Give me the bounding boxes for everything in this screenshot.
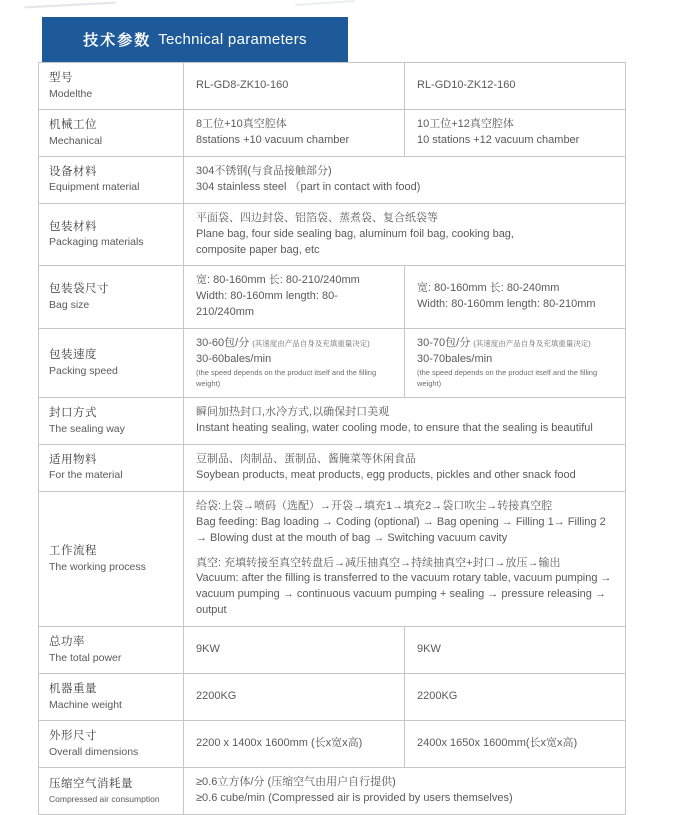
table-row: [39, 156, 626, 203]
value-line: 8stations +10 vacuum chamber: [196, 133, 350, 146]
row-label-en: Compressed air consumption: [49, 794, 160, 805]
table-row: [39, 109, 626, 156]
row-label-en: The sealing way: [49, 422, 125, 435]
background-swoosh-line: [24, 2, 116, 9]
row-label-cell: [39, 767, 184, 814]
row-value-cell: [405, 266, 626, 329]
table-row: [39, 491, 626, 627]
row-label-cell: [39, 329, 184, 398]
value-line: RL-GD8-ZK10-160: [196, 78, 289, 91]
background-swoosh-line: [295, 0, 355, 6]
value-line: composite paper bag, etc: [196, 243, 320, 256]
row-label-en: Packaging materials: [49, 236, 144, 249]
row-value-cell: [184, 674, 405, 721]
row-label-cell: [39, 674, 184, 721]
value-line: 2200KG: [196, 690, 237, 703]
row-label-cn: 适用物料: [49, 453, 97, 466]
section-header-banner: [42, 17, 348, 62]
value-text: 30-60包/分: [196, 337, 253, 350]
value-line: 瞬间加热封口,水冷方式,以确保封口美观: [196, 405, 390, 418]
section-title-cn: 技术参数: [83, 32, 152, 49]
row-value-cell: [184, 329, 405, 398]
row-value-cell: [184, 444, 626, 491]
value-line: Soybean products, meat products, egg products, pickles and other snack food: [196, 468, 576, 481]
row-value-cell: [405, 674, 626, 721]
table-row: [39, 329, 626, 398]
row-label-en: Overall dimensions: [49, 745, 139, 758]
value-line: RL-GD10-ZK12-160: [417, 78, 516, 91]
value-line: 平面袋、四边封袋、铝箔袋、蒸煮袋、复合纸袋等: [196, 211, 438, 224]
value-line: 2200KG: [417, 690, 458, 703]
value-line: Width: 80-160mm length: 80-210/240mm: [196, 290, 338, 319]
row-label-cell: [39, 721, 184, 768]
value-line: Instant heating sealing, water cooling mode, to ensure that the sealing is beautiful: [196, 421, 593, 434]
value-line: 2200 x 1400x 1600mm (长x宽x高): [196, 737, 363, 750]
table-row: [39, 721, 626, 768]
value-line: Width: 80-160mm length: 80-210mm: [417, 298, 596, 311]
row-value-cell: [184, 156, 626, 203]
row-label-cell: [39, 203, 184, 266]
row-label-cn: 总功率: [49, 636, 85, 649]
value-line: 304 stainless steel （part in contact with food): [196, 180, 421, 193]
row-value-cell: [184, 109, 405, 156]
row-label-en: For the material: [49, 469, 123, 482]
row-value-cell: [405, 63, 626, 110]
value-line: 给袋:上袋→喷码（选配）→开袋→填充1→填充2→袋口吹尘→转接真空腔: [196, 499, 553, 512]
row-value-cell: [405, 721, 626, 768]
value-line: Plane bag, four side sealing bag, aluminum foil bag, cooking bag,: [196, 227, 514, 240]
row-label-cell: [39, 627, 184, 674]
value-line: 豆制品、肉制品、蛋制品、酱腌菜等休闲食品: [196, 452, 416, 465]
table-row: [39, 397, 626, 444]
row-label-cell: [39, 109, 184, 156]
row-label-cn: 机械工位: [49, 118, 97, 131]
row-value-cell: [184, 767, 626, 814]
value-note-small: (其速度由产品自身及充填重量决定): [473, 339, 591, 349]
value-line: 8工位+10真空腔体: [196, 117, 287, 130]
row-value-cell: [184, 627, 405, 674]
value-line: 304不锈钢(与食品接触部分): [196, 164, 332, 177]
table-row: [39, 444, 626, 491]
row-label-en: Machine weight: [49, 698, 122, 711]
table-row: [39, 627, 626, 674]
value-text: 真空: 充填转接至真空转盘后→减压抽真空→持续抽真空+封口→放压→输出: [196, 556, 561, 569]
row-label-cn: 包装速度: [49, 349, 97, 362]
table-row: [39, 203, 626, 266]
row-value-cell: [184, 397, 626, 444]
value-line: 9KW: [196, 643, 220, 656]
value-line: [196, 556, 613, 572]
value-text: 30-70包/分: [417, 337, 474, 350]
row-label-en: Mechanical: [49, 134, 103, 147]
row-label-cell: [39, 63, 184, 110]
value-note-small: (the speed depends on the product itself and the filling weight): [417, 368, 598, 389]
row-label-cn: 设备材料: [49, 165, 97, 178]
value-line: Bag feeding: Bag loading → Coding (optional) → Bag opening → Filling 1→ Filling 2 → Blowing dust at the mouth of bag → Switching vacuum cavity: [196, 515, 606, 544]
section-title-en: Technical parameters: [158, 31, 307, 48]
value-line: 宽: 80-160mm 长: 80-240mm: [417, 282, 560, 295]
value-line: Vacuum: after the filling is transferred to the vacuum rotary table, vacuum pumping → vacuum pumping → continuous vacuum pumping + sealing → pressure releasing → output: [196, 572, 612, 617]
row-label-en: Modelthe: [49, 87, 93, 100]
value-line: 宽: 80-160mm 长: 80-210/240mm: [196, 274, 360, 287]
table-row: [39, 767, 626, 814]
row-label-cell: [39, 444, 184, 491]
table-row: [39, 266, 626, 329]
row-label-cn: 封口方式: [49, 406, 97, 419]
value-line: [417, 368, 613, 390]
value-line: 9KW: [417, 643, 441, 656]
row-label-en: The working process: [49, 560, 146, 573]
value-line: [196, 336, 392, 352]
row-value-cell: [405, 109, 626, 156]
value-line: 10工位+12真空腔体: [417, 117, 514, 130]
value-line: 2400x 1650x 1600mm(长x宽x高): [417, 737, 578, 750]
row-label-cn: 包装袋尺寸: [49, 283, 109, 296]
row-label-cn: 包装材料: [49, 220, 97, 233]
value-line: 30-60bales/min: [196, 353, 272, 366]
value-note-small: (其速度由产品自身及充填重量决定): [252, 339, 370, 349]
row-label-cn: 机器重量: [49, 683, 97, 696]
row-label-cn: 外形尺寸: [49, 730, 97, 743]
value-line: [417, 336, 613, 352]
value-line: 10 stations +12 vacuum chamber: [417, 133, 580, 146]
row-label-en: Packing speed: [49, 364, 118, 377]
row-value-cell: [184, 203, 626, 266]
table-body: [39, 63, 626, 815]
row-label-cell: [39, 156, 184, 203]
row-label-cell: [39, 266, 184, 329]
row-label-cell: [39, 397, 184, 444]
row-value-cell: [184, 721, 405, 768]
row-label-cn: 型号: [49, 72, 73, 84]
table-row: [39, 674, 626, 721]
table-row: [39, 63, 626, 110]
row-label-cn: 压缩空气消耗量: [49, 778, 133, 791]
value-note-small: (the speed depends on the product itself and the filling weight): [196, 368, 377, 389]
row-value-cell: [184, 63, 405, 110]
row-label-cell: [39, 491, 184, 627]
row-value-cell: [184, 266, 405, 329]
row-label-en: The total power: [49, 651, 122, 664]
row-label-en: Bag size: [49, 299, 90, 312]
row-value-cell: [405, 627, 626, 674]
value-line: 30-70bales/min: [417, 353, 493, 366]
technical-parameters-table: [38, 62, 626, 815]
row-value-cell: [184, 491, 626, 627]
value-line: ≥0.6立方体/分 (压缩空气由用户自行提供): [196, 775, 396, 788]
row-value-cell: [405, 329, 626, 398]
row-label-en: Equipment material: [49, 181, 140, 194]
value-line: [196, 368, 392, 390]
value-line: ≥0.6 cube/min (Compressed air is provided by users themselves): [196, 791, 513, 804]
row-label-cn: 工作流程: [49, 545, 97, 558]
